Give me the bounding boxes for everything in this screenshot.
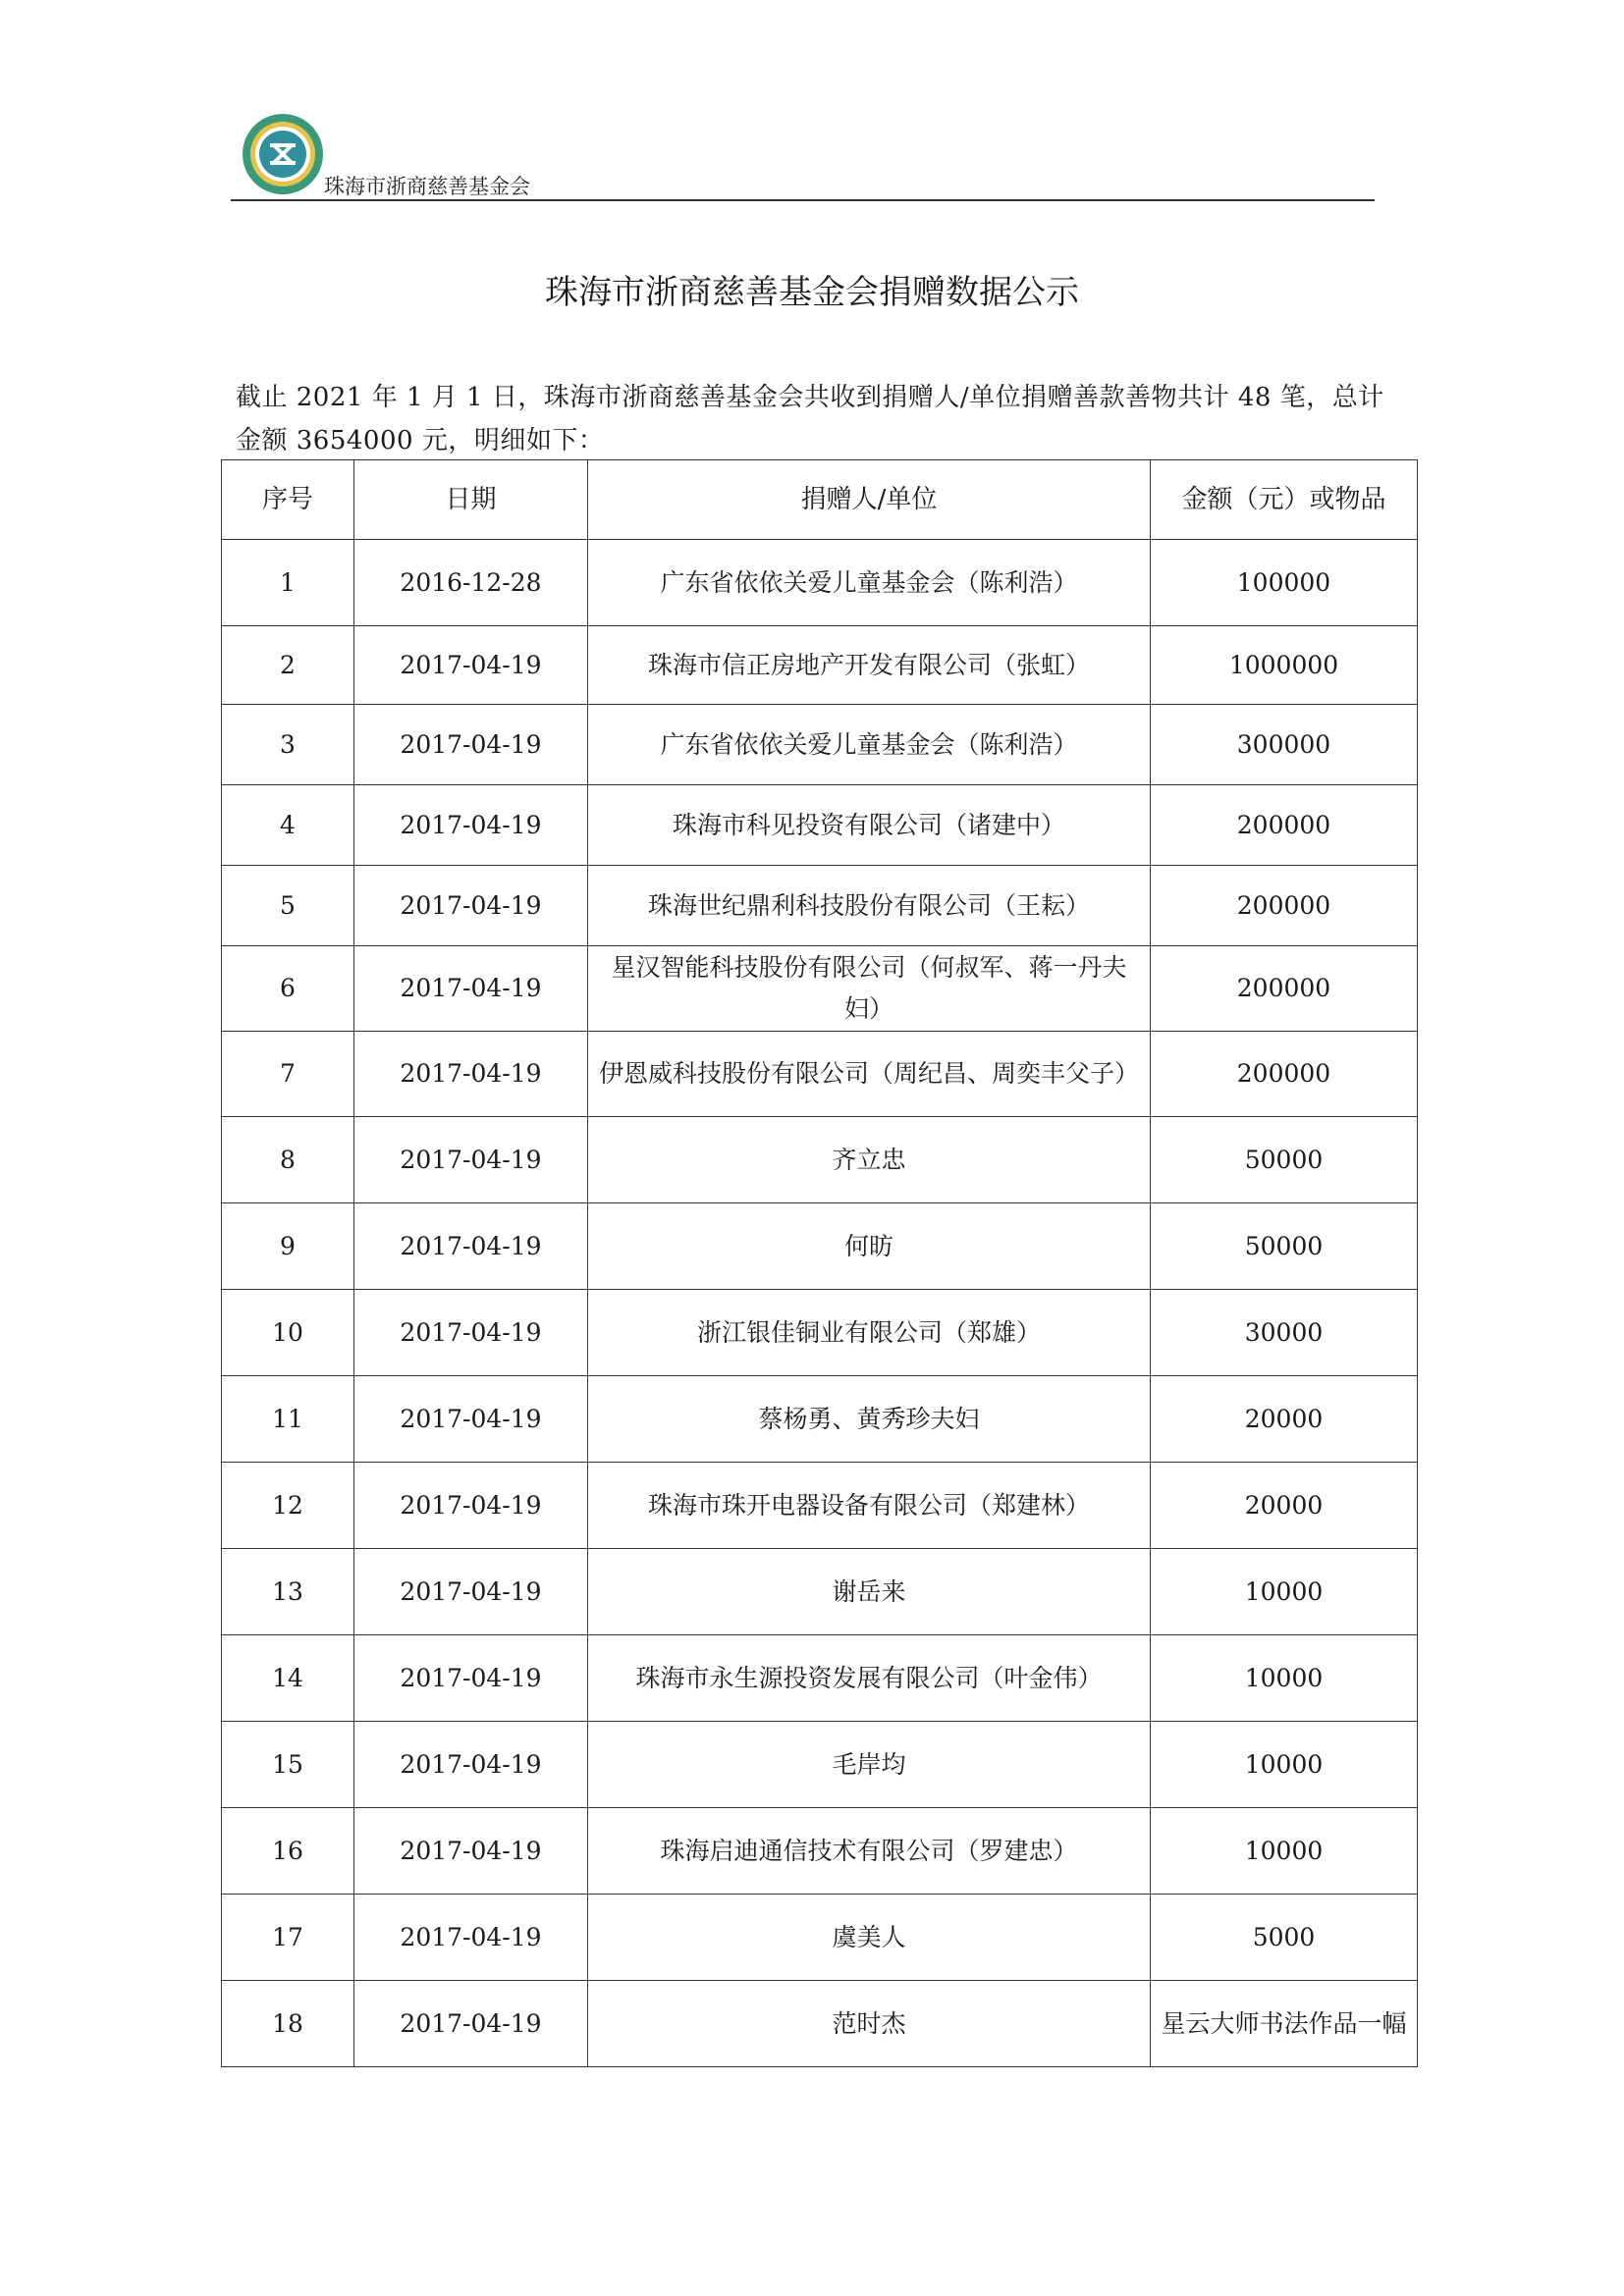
table-row: [222, 1981, 1418, 2067]
table-row: [222, 1463, 1418, 1549]
row-amount: 50000: [1151, 1117, 1418, 1203]
row-date: 2017-04-19: [354, 1981, 588, 2067]
row-donor: 珠海启迪通信技术有限公司（罗建忠）: [588, 1808, 1151, 1895]
row-amount: 10000: [1151, 1722, 1418, 1808]
row-donor: 珠海市珠开电器设备有限公司（郑建林）: [588, 1463, 1151, 1549]
row-amount: 200000: [1151, 946, 1418, 1032]
row-date: 2017-04-19: [354, 1895, 588, 1981]
org-name: 珠海市浙商慈善基金会: [324, 175, 530, 198]
row-number: 2: [222, 626, 354, 705]
row-donor: 星汉智能科技股份有限公司（何叔军、蒋一丹夫妇）: [588, 946, 1151, 1032]
row-amount: 100000: [1151, 540, 1418, 626]
letterhead: [231, 110, 1380, 204]
row-amount: 200000: [1151, 1032, 1418, 1117]
table-row: [222, 946, 1418, 1032]
row-number: 8: [222, 1117, 354, 1203]
page-title: 珠海市浙商慈善基金会捐赠数据公示: [545, 273, 1079, 312]
row-number: 13: [222, 1549, 354, 1635]
row-amount: 1000000: [1151, 626, 1418, 705]
row-donor: 广东省依依关爱儿童基金会（陈利浩）: [588, 540, 1151, 626]
row-amount: 10000: [1151, 1549, 1418, 1635]
row-donor: 毛岸均: [588, 1722, 1151, 1808]
table-row: [222, 1376, 1418, 1463]
row-number: 3: [222, 705, 354, 785]
table-row: [222, 866, 1418, 946]
row-date: 2017-04-19: [354, 1635, 588, 1722]
row-number: 17: [222, 1895, 354, 1981]
row-donor: 虞美人: [588, 1895, 1151, 1981]
foundation-logo-icon: [241, 112, 325, 196]
table-row: [222, 1117, 1418, 1203]
column-header-amount: 金额（元）或物品: [1151, 460, 1418, 540]
donation-table: [221, 459, 1418, 2067]
row-amount: 30000: [1151, 1290, 1418, 1376]
row-date: 2017-04-19: [354, 626, 588, 705]
row-donor: 范时杰: [588, 1981, 1151, 2067]
intro-paragraph: 截止 2021 年 1 月 1 日，珠海市浙商慈善基金会共收到捐赠人/单位捐赠善款善物共计 48 笔，总计金额 3654000 元，明细如下：: [236, 383, 1384, 455]
row-amount: 星云大师书法作品一幅: [1151, 1981, 1418, 2067]
row-date: 2017-04-19: [354, 1290, 588, 1376]
row-date: 2017-04-19: [354, 1203, 588, 1290]
row-amount: 50000: [1151, 1203, 1418, 1290]
row-number: 11: [222, 1376, 354, 1463]
table-row: [222, 1290, 1418, 1376]
row-amount: 5000: [1151, 1895, 1418, 1981]
row-date: 2016-12-28: [354, 540, 588, 626]
row-amount: 200000: [1151, 785, 1418, 866]
column-header-no: 序号: [222, 460, 354, 540]
row-donor: 珠海市信正房地产开发有限公司（张虹）: [588, 626, 1151, 705]
row-donor: 齐立忠: [588, 1117, 1151, 1203]
row-number: 16: [222, 1808, 354, 1895]
row-date: 2017-04-19: [354, 1463, 588, 1549]
row-donor: 何昉: [588, 1203, 1151, 1290]
row-amount: 10000: [1151, 1635, 1418, 1722]
row-date: 2017-04-19: [354, 1722, 588, 1808]
table-row: [222, 785, 1418, 866]
row-donor: 蔡杨勇、黄秀珍夫妇: [588, 1376, 1151, 1463]
row-number: 10: [222, 1290, 354, 1376]
table-row: [222, 705, 1418, 785]
row-date: 2017-04-19: [354, 866, 588, 946]
row-number: 14: [222, 1635, 354, 1722]
row-date: 2017-04-19: [354, 1808, 588, 1895]
row-number: 6: [222, 946, 354, 1032]
table-row: [222, 1549, 1418, 1635]
row-date: 2017-04-19: [354, 1117, 588, 1203]
table-row: [222, 1722, 1418, 1808]
row-date: 2017-04-19: [354, 1376, 588, 1463]
table-header-row: [222, 460, 1418, 540]
row-number: 7: [222, 1032, 354, 1117]
row-number: 1: [222, 540, 354, 626]
table-row: [222, 1203, 1418, 1290]
row-date: 2017-04-19: [354, 705, 588, 785]
row-donor: 珠海市科见投资有限公司（诸建中）: [588, 785, 1151, 866]
row-donor: 浙江银佳铜业有限公司（郑雄）: [588, 1290, 1151, 1376]
row-amount: 20000: [1151, 1463, 1418, 1549]
column-header-date: 日期: [354, 460, 588, 540]
row-number: 4: [222, 785, 354, 866]
row-amount: 200000: [1151, 866, 1418, 946]
row-number: 15: [222, 1722, 354, 1808]
row-amount: 10000: [1151, 1808, 1418, 1895]
row-number: 9: [222, 1203, 354, 1290]
row-donor: 珠海市永生源投资发展有限公司（叶金伟）: [588, 1635, 1151, 1722]
row-number: 12: [222, 1463, 354, 1549]
row-donor: 广东省依依关爱儿童基金会（陈利浩）: [588, 705, 1151, 785]
row-amount: 300000: [1151, 705, 1418, 785]
table-row: [222, 1895, 1418, 1981]
row-donor: 伊恩威科技股份有限公司（周纪昌、周奕丰父子）: [588, 1032, 1151, 1117]
header-divider: [231, 199, 1375, 201]
row-date: 2017-04-19: [354, 946, 588, 1032]
row-date: 2017-04-19: [354, 785, 588, 866]
table-row: [222, 1032, 1418, 1117]
table-row: [222, 626, 1418, 705]
row-donor: 珠海世纪鼎利科技股份有限公司（王耘）: [588, 866, 1151, 946]
row-date: 2017-04-19: [354, 1032, 588, 1117]
row-amount: 20000: [1151, 1376, 1418, 1463]
row-donor: 谢岳来: [588, 1549, 1151, 1635]
table-row: [222, 1808, 1418, 1895]
table-row: [222, 540, 1418, 626]
table-row: [222, 1635, 1418, 1722]
row-number: 18: [222, 1981, 354, 2067]
row-date: 2017-04-19: [354, 1549, 588, 1635]
row-number: 5: [222, 866, 354, 946]
column-header-donor: 捐赠人/单位: [588, 460, 1151, 540]
